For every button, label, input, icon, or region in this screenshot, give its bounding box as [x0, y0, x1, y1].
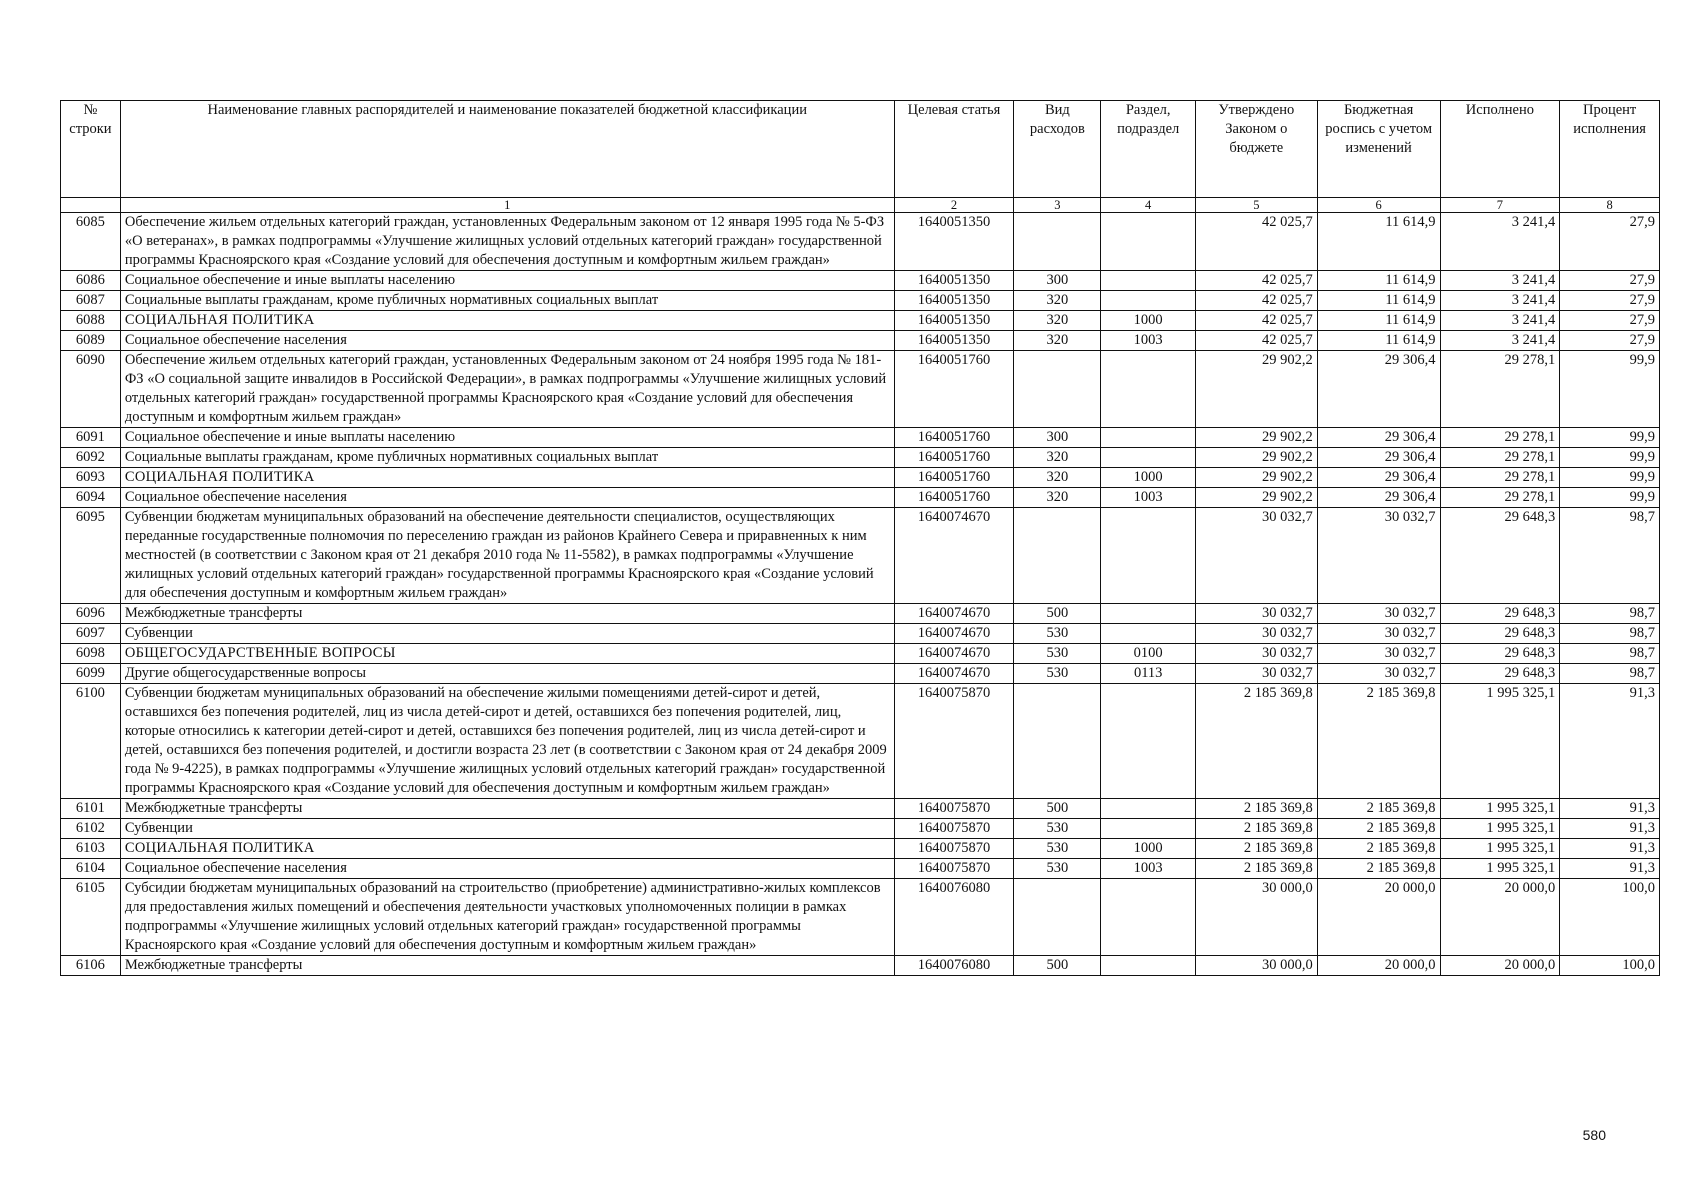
expense-type: [1014, 879, 1101, 956]
executed-amount: 29 648,3: [1440, 604, 1560, 624]
table-row: [61, 664, 1660, 684]
target-article: 1640074670: [894, 664, 1014, 684]
approved-amount: 2 185 369,8: [1195, 819, 1317, 839]
execution-percent: 27,9: [1560, 291, 1660, 311]
executed-amount: 1 995 325,1: [1440, 839, 1560, 859]
row-number: 6105: [61, 879, 121, 956]
table-row: [61, 291, 1660, 311]
execution-percent: 98,7: [1560, 604, 1660, 624]
budget-list-amount: 11 614,9: [1317, 291, 1440, 311]
budget-list-amount: 29 306,4: [1317, 488, 1440, 508]
header-row: [61, 101, 1660, 198]
row-number: 6090: [61, 351, 121, 428]
table-row: [61, 624, 1660, 644]
execution-percent: 99,9: [1560, 488, 1660, 508]
approved-amount: 42 025,7: [1195, 291, 1317, 311]
section-code: [1101, 448, 1195, 468]
header-target: Целевая статья: [894, 101, 1014, 198]
column-number: 2: [894, 198, 1014, 213]
approved-amount: 2 185 369,8: [1195, 684, 1317, 799]
table-row: [61, 271, 1660, 291]
table-row: [61, 859, 1660, 879]
approved-amount: 2 185 369,8: [1195, 859, 1317, 879]
table-row: [61, 508, 1660, 604]
table-row: [61, 839, 1660, 859]
section-code: [1101, 956, 1195, 976]
table-row: [61, 644, 1660, 664]
execution-percent: 98,7: [1560, 664, 1660, 684]
executed-amount: 20 000,0: [1440, 879, 1560, 956]
row-number: 6085: [61, 213, 121, 271]
execution-percent: 99,9: [1560, 351, 1660, 428]
target-article: 1640051760: [894, 448, 1014, 468]
target-article: 1640074670: [894, 624, 1014, 644]
row-number: 6102: [61, 819, 121, 839]
target-article: 1640075870: [894, 839, 1014, 859]
row-number: 6096: [61, 604, 121, 624]
table-row: [61, 428, 1660, 448]
row-number: 6100: [61, 684, 121, 799]
row-name: СОЦИАЛЬНАЯ ПОЛИТИКА: [120, 839, 894, 859]
column-number: 7: [1440, 198, 1560, 213]
execution-percent: 99,9: [1560, 428, 1660, 448]
budget-list-amount: 11 614,9: [1317, 271, 1440, 291]
header-percent: Процент исполнения: [1560, 101, 1660, 198]
expense-type: 530: [1014, 839, 1101, 859]
expense-type: 320: [1014, 468, 1101, 488]
row-number: 6091: [61, 428, 121, 448]
target-article: 1640051350: [894, 291, 1014, 311]
expense-type: [1014, 684, 1101, 799]
row-name: Межбюджетные трансферты: [120, 956, 894, 976]
header-section: Раздел, подраздел: [1101, 101, 1195, 198]
budget-list-amount: 2 185 369,8: [1317, 684, 1440, 799]
row-number: 6098: [61, 644, 121, 664]
execution-percent: 27,9: [1560, 331, 1660, 351]
expense-type: [1014, 508, 1101, 604]
budget-list-amount: 11 614,9: [1317, 331, 1440, 351]
execution-percent: 27,9: [1560, 213, 1660, 271]
execution-percent: 91,3: [1560, 859, 1660, 879]
column-number: 5: [1195, 198, 1317, 213]
row-number: 6095: [61, 508, 121, 604]
row-name: Субвенции бюджетам муниципальных образований на обеспечение деятельности специалистов, осуществляющих переданные государственные полномочия по переселению граждан из районов Крайнего Севера и приравненных к ним местностей (в соответствии с Законом края от 21 декабря 2010 года № 11-5582), в рамках подпрограммы «Улучшение жилищных условий отдельных категорий граждан» государственной программы Красноярского края «Создание условий для обеспечения доступным и комфортным жильем граждан»: [120, 508, 894, 604]
header-expense-type: Вид расходов: [1014, 101, 1101, 198]
approved-amount: 30 032,7: [1195, 604, 1317, 624]
column-number: 1: [120, 198, 894, 213]
row-name: Субвенции: [120, 624, 894, 644]
section-code: 1000: [1101, 468, 1195, 488]
executed-amount: 29 648,3: [1440, 624, 1560, 644]
budget-list-amount: 29 306,4: [1317, 448, 1440, 468]
column-number: 8: [1560, 198, 1660, 213]
table-row: [61, 956, 1660, 976]
row-name: Субвенции бюджетам муниципальных образований на обеспечение жилыми помещениями детей-сирот и детей, оставшихся без попечения родителей, лиц из числа детей-сирот и детей, оставшихся без попечения родителей, лиц, которые относились к категории детей-сирот и детей, оставшихся без попечения родителей, лиц из числа детей-сирот и детей, оставшихся без попечения родителей, и достигли возраста 23 лет (в соответствии с Законом края от 24 декабря 2009 года № 9-4225), в рамках подпрограммы «Улучшение жилищных условий отдельных категорий граждан» государственной программы Красноярского края «Создание условий для обеспечения доступным и комфортным жильем граждан»: [120, 684, 894, 799]
row-number: 6103: [61, 839, 121, 859]
budget-list-amount: 11 614,9: [1317, 311, 1440, 331]
section-code: [1101, 799, 1195, 819]
row-number: 6088: [61, 311, 121, 331]
section-code: 1003: [1101, 488, 1195, 508]
header-budget-list: Бюджетная роспись с учетом изменений: [1317, 101, 1440, 198]
table-row: [61, 604, 1660, 624]
row-name: Другие общегосударственные вопросы: [120, 664, 894, 684]
approved-amount: 29 902,2: [1195, 488, 1317, 508]
expense-type: 500: [1014, 956, 1101, 976]
budget-list-amount: 11 614,9: [1317, 213, 1440, 271]
budget-table: [60, 100, 1660, 976]
approved-amount: 42 025,7: [1195, 331, 1317, 351]
expense-type: 320: [1014, 448, 1101, 468]
table-body: [61, 213, 1660, 976]
approved-amount: 42 025,7: [1195, 271, 1317, 291]
execution-percent: 99,9: [1560, 448, 1660, 468]
table-row: [61, 879, 1660, 956]
column-number: [61, 198, 121, 213]
execution-percent: 98,7: [1560, 644, 1660, 664]
approved-amount: 2 185 369,8: [1195, 799, 1317, 819]
row-name: Социальное обеспечение и иные выплаты населению: [120, 428, 894, 448]
target-article: 1640075870: [894, 859, 1014, 879]
approved-amount: 2 185 369,8: [1195, 839, 1317, 859]
budget-list-amount: 2 185 369,8: [1317, 819, 1440, 839]
target-article: 1640051760: [894, 428, 1014, 448]
table-row: [61, 488, 1660, 508]
execution-percent: 100,0: [1560, 956, 1660, 976]
table-row: [61, 819, 1660, 839]
header-approved: Утверждено Законом о бюджете: [1195, 101, 1317, 198]
section-code: 0113: [1101, 664, 1195, 684]
target-article: 1640051760: [894, 351, 1014, 428]
approved-amount: 30 032,7: [1195, 664, 1317, 684]
row-name: Социальные выплаты гражданам, кроме публичных нормативных социальных выплат: [120, 448, 894, 468]
target-article: 1640075870: [894, 799, 1014, 819]
expense-type: [1014, 351, 1101, 428]
executed-amount: 29 648,3: [1440, 644, 1560, 664]
approved-amount: 29 902,2: [1195, 468, 1317, 488]
budget-list-amount: 30 032,7: [1317, 508, 1440, 604]
execution-percent: 100,0: [1560, 879, 1660, 956]
execution-percent: 98,7: [1560, 624, 1660, 644]
section-code: [1101, 879, 1195, 956]
expense-type: 300: [1014, 428, 1101, 448]
budget-list-amount: 2 185 369,8: [1317, 799, 1440, 819]
row-name: Обеспечение жильем отдельных категорий граждан, установленных Федеральным законом от 12 января 1995 года № 5-ФЗ «О ветеранах», в рамках подпрограммы «Улучшение жилищных условий отдельных категорий граждан» государственной программы Красноярского края «Создание условий для обеспечения доступным и комфортным жильем граждан»: [120, 213, 894, 271]
target-article: 1640074670: [894, 508, 1014, 604]
expense-type: 300: [1014, 271, 1101, 291]
approved-amount: 30 000,0: [1195, 956, 1317, 976]
table-row: [61, 468, 1660, 488]
execution-percent: 91,3: [1560, 819, 1660, 839]
budget-list-amount: 30 032,7: [1317, 624, 1440, 644]
expense-type: [1014, 213, 1101, 271]
table-row: [61, 311, 1660, 331]
row-number: 6101: [61, 799, 121, 819]
executed-amount: 1 995 325,1: [1440, 819, 1560, 839]
budget-list-amount: 29 306,4: [1317, 468, 1440, 488]
row-name: Социальное обеспечение населения: [120, 331, 894, 351]
budget-list-amount: 2 185 369,8: [1317, 839, 1440, 859]
row-number: 6093: [61, 468, 121, 488]
budget-list-amount: 20 000,0: [1317, 956, 1440, 976]
target-article: 1640051350: [894, 271, 1014, 291]
section-code: [1101, 624, 1195, 644]
column-number: 3: [1014, 198, 1101, 213]
row-name: Межбюджетные трансферты: [120, 604, 894, 624]
row-name: СОЦИАЛЬНАЯ ПОЛИТИКА: [120, 311, 894, 331]
target-article: 1640075870: [894, 684, 1014, 799]
execution-percent: 27,9: [1560, 271, 1660, 291]
section-code: 1000: [1101, 311, 1195, 331]
header-name: Наименование главных распорядителей и наименование показателей бюджетной классификации: [120, 101, 894, 198]
column-number: 4: [1101, 198, 1195, 213]
execution-percent: 91,3: [1560, 839, 1660, 859]
budget-list-amount: 2 185 369,8: [1317, 859, 1440, 879]
row-name: Обеспечение жильем отдельных категорий граждан, установленных Федеральным законом от 24 ноября 1995 года № 181-ФЗ «О социальной защите инвалидов в Российской Федерации», в рамках подпрограммы «Улучшение жилищных условий отдельных категорий граждан» государственной программы Красноярского края «Создание условий для обеспечения доступным и комфортным жильем граждан»: [120, 351, 894, 428]
section-code: 1000: [1101, 839, 1195, 859]
approved-amount: 30 032,7: [1195, 624, 1317, 644]
section-code: [1101, 508, 1195, 604]
expense-type: 530: [1014, 624, 1101, 644]
target-article: 1640074670: [894, 644, 1014, 664]
expense-type: 530: [1014, 819, 1101, 839]
execution-percent: 27,9: [1560, 311, 1660, 331]
target-article: 1640076080: [894, 956, 1014, 976]
column-number-row: [61, 198, 1660, 213]
row-name: Социальное обеспечение населения: [120, 859, 894, 879]
section-code: [1101, 271, 1195, 291]
row-name: Социальное обеспечение населения: [120, 488, 894, 508]
table-row: [61, 448, 1660, 468]
target-article: 1640075870: [894, 819, 1014, 839]
expense-type: 500: [1014, 799, 1101, 819]
row-name: Социальное обеспечение и иные выплаты населению: [120, 271, 894, 291]
expense-type: 320: [1014, 311, 1101, 331]
executed-amount: 3 241,4: [1440, 311, 1560, 331]
budget-list-amount: 30 032,7: [1317, 664, 1440, 684]
expense-type: 530: [1014, 664, 1101, 684]
executed-amount: 3 241,4: [1440, 213, 1560, 271]
budget-list-amount: 20 000,0: [1317, 879, 1440, 956]
approved-amount: 29 902,2: [1195, 448, 1317, 468]
approved-amount: 42 025,7: [1195, 213, 1317, 271]
section-code: 0100: [1101, 644, 1195, 664]
row-number: 6099: [61, 664, 121, 684]
section-code: [1101, 291, 1195, 311]
expense-type: 320: [1014, 488, 1101, 508]
approved-amount: 29 902,2: [1195, 351, 1317, 428]
section-code: [1101, 351, 1195, 428]
section-code: 1003: [1101, 331, 1195, 351]
table-row: [61, 331, 1660, 351]
approved-amount: 42 025,7: [1195, 311, 1317, 331]
section-code: [1101, 213, 1195, 271]
target-article: 1640051760: [894, 468, 1014, 488]
executed-amount: 29 278,1: [1440, 428, 1560, 448]
header-executed: Исполнено: [1440, 101, 1560, 198]
executed-amount: 1 995 325,1: [1440, 859, 1560, 879]
row-name: Субвенции: [120, 819, 894, 839]
row-number: 6089: [61, 331, 121, 351]
budget-list-amount: 29 306,4: [1317, 428, 1440, 448]
budget-list-amount: 30 032,7: [1317, 644, 1440, 664]
executed-amount: 20 000,0: [1440, 956, 1560, 976]
approved-amount: 30 032,7: [1195, 508, 1317, 604]
section-code: 1003: [1101, 859, 1195, 879]
column-number: 6: [1317, 198, 1440, 213]
table-row: [61, 213, 1660, 271]
executed-amount: 3 241,4: [1440, 331, 1560, 351]
header-row-no: № строки: [61, 101, 121, 198]
executed-amount: 29 278,1: [1440, 488, 1560, 508]
target-article: 1640051350: [894, 311, 1014, 331]
executed-amount: 3 241,4: [1440, 291, 1560, 311]
target-article: 1640051350: [894, 213, 1014, 271]
row-number: 6086: [61, 271, 121, 291]
execution-percent: 91,3: [1560, 799, 1660, 819]
execution-percent: 91,3: [1560, 684, 1660, 799]
budget-list-amount: 30 032,7: [1317, 604, 1440, 624]
approved-amount: 30 032,7: [1195, 644, 1317, 664]
executed-amount: 29 278,1: [1440, 448, 1560, 468]
execution-percent: 98,7: [1560, 508, 1660, 604]
executed-amount: 29 278,1: [1440, 468, 1560, 488]
expense-type: 320: [1014, 291, 1101, 311]
executed-amount: 29 278,1: [1440, 351, 1560, 428]
row-name: Социальные выплаты гражданам, кроме публичных нормативных социальных выплат: [120, 291, 894, 311]
table-row: [61, 799, 1660, 819]
expense-type: 530: [1014, 644, 1101, 664]
executed-amount: 29 648,3: [1440, 664, 1560, 684]
row-name: Субсидии бюджетам муниципальных образований на строительство (приобретение) административно-жилых комплексов для предоставления жилых помещений и обеспечения деятельности участковых уполномоченных полиции в рамках подпрограммы «Улучшение жилищных условий отдельных категорий граждан» государственной программы Красноярского края «Создание условий для обеспечения доступным и комфортным жильем граждан»: [120, 879, 894, 956]
row-name: СОЦИАЛЬНАЯ ПОЛИТИКА: [120, 468, 894, 488]
executed-amount: 3 241,4: [1440, 271, 1560, 291]
approved-amount: 29 902,2: [1195, 428, 1317, 448]
target-article: 1640076080: [894, 879, 1014, 956]
table-row: [61, 351, 1660, 428]
executed-amount: 1 995 325,1: [1440, 799, 1560, 819]
row-number: 6094: [61, 488, 121, 508]
section-code: [1101, 684, 1195, 799]
section-code: [1101, 819, 1195, 839]
row-name: ОБЩЕГОСУДАРСТВЕННЫЕ ВОПРОСЫ: [120, 644, 894, 664]
section-code: [1101, 428, 1195, 448]
budget-list-amount: 29 306,4: [1317, 351, 1440, 428]
executed-amount: 1 995 325,1: [1440, 684, 1560, 799]
execution-percent: 99,9: [1560, 468, 1660, 488]
row-number: 6104: [61, 859, 121, 879]
expense-type: 320: [1014, 331, 1101, 351]
table-row: [61, 684, 1660, 799]
page-number: 580: [1582, 1127, 1606, 1143]
row-number: 6097: [61, 624, 121, 644]
executed-amount: 29 648,3: [1440, 508, 1560, 604]
row-number: 6092: [61, 448, 121, 468]
row-number: 6106: [61, 956, 121, 976]
expense-type: 530: [1014, 859, 1101, 879]
expense-type: 500: [1014, 604, 1101, 624]
target-article: 1640074670: [894, 604, 1014, 624]
target-article: 1640051350: [894, 331, 1014, 351]
section-code: [1101, 604, 1195, 624]
target-article: 1640051760: [894, 488, 1014, 508]
row-name: Межбюджетные трансферты: [120, 799, 894, 819]
approved-amount: 30 000,0: [1195, 879, 1317, 956]
row-number: 6087: [61, 291, 121, 311]
